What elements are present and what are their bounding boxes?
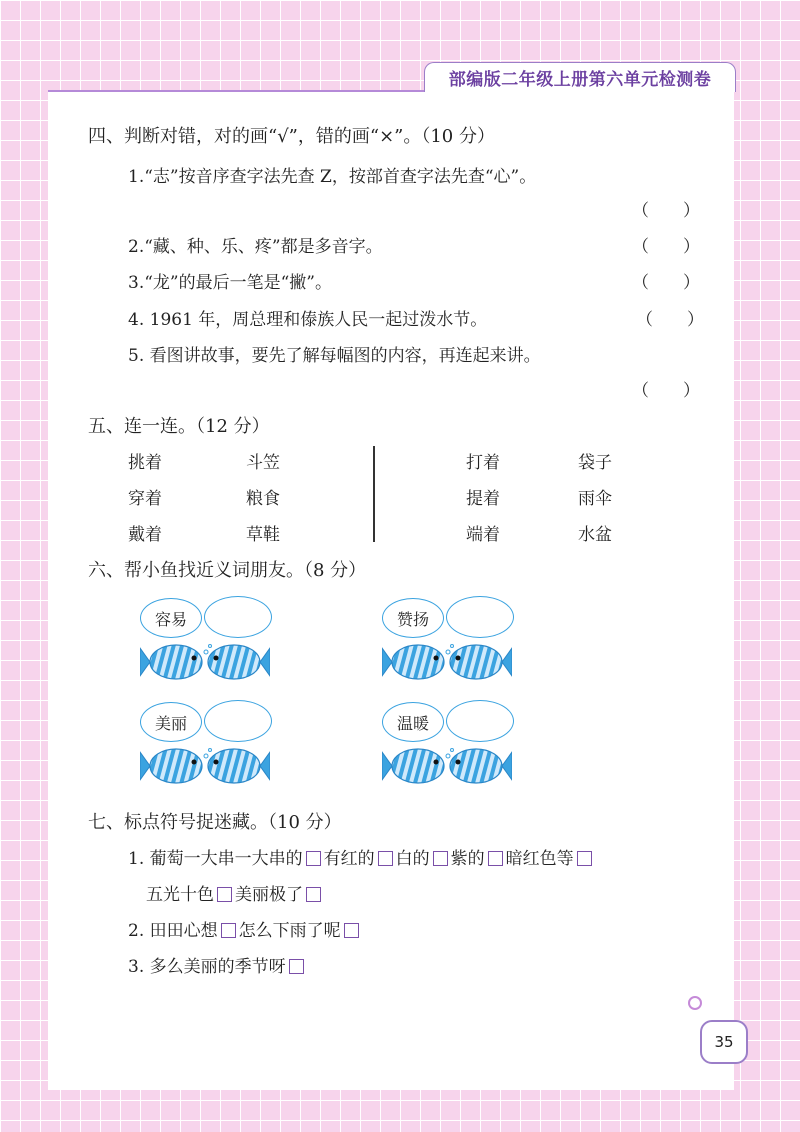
punct-box[interactable] [217, 887, 232, 902]
s7-text: 紫的 [450, 849, 485, 869]
s7-text: 五光十色 [146, 885, 214, 905]
match-word[interactable]: 端着 [466, 525, 500, 545]
match-word[interactable]: 草鞋 [246, 525, 280, 545]
page-number-deco [688, 996, 702, 1010]
punct-box[interactable] [488, 851, 503, 866]
word-bubble: 容易 [140, 598, 202, 638]
fish-group-2 [382, 598, 532, 708]
match-word[interactable]: 戴着 [128, 525, 162, 545]
match-word[interactable]: 挑着 [128, 453, 162, 473]
word-bubble: 美丽 [140, 702, 202, 742]
s4-item-2: 2.“藏、种、乐、疼”都是多音字。 [128, 237, 383, 257]
punct-box[interactable] [221, 923, 236, 938]
s7-line-1 [128, 844, 595, 869]
s4-answer-2[interactable]: （ ） [632, 237, 700, 257]
section7-title: 七、标点符号捉迷藏。（10 分） [88, 812, 342, 833]
s7-line-2 [146, 880, 324, 905]
fish-icon [140, 640, 270, 684]
answer-bubble[interactable] [446, 596, 514, 638]
answer-bubble[interactable] [204, 596, 272, 638]
s4-answer-5[interactable]: （ ） [632, 381, 700, 401]
match-word[interactable]: 提着 [466, 489, 500, 509]
punct-box[interactable] [378, 851, 393, 866]
match-word[interactable]: 斗笠 [246, 453, 280, 473]
punct-box[interactable] [344, 923, 359, 938]
word-bubble: 赞扬 [382, 598, 444, 638]
fish-group-1 [140, 598, 290, 708]
s7-text: 暗红色等 [505, 849, 574, 869]
s7-text: 怎么下雨了呢 [238, 921, 341, 941]
match-divider [373, 446, 375, 542]
s7-text: 1. 葡萄一大串一大串的 [128, 849, 303, 869]
s4-answer-1[interactable]: （ ） [632, 201, 700, 221]
punct-box[interactable] [306, 887, 321, 902]
fish-group-3 [140, 702, 290, 812]
s7-line-4 [128, 952, 307, 977]
punct-box[interactable] [306, 851, 321, 866]
fish-group-4 [382, 702, 532, 812]
s7-text: 美丽极了 [235, 885, 303, 905]
section5-title: 五、连一连。（12 分） [88, 416, 270, 437]
s4-answer-4[interactable]: （ ） [636, 310, 704, 330]
match-word[interactable]: 粮食 [246, 489, 280, 509]
section6-title: 六、帮小鱼找近义词朋友。（8 分） [88, 560, 367, 581]
s4-item-1: 1.“志”按音序查字法先查 Z，按部首查字法先查“心”。 [128, 167, 537, 187]
s7-text: 3. 多么美丽的季节呀 [128, 957, 286, 977]
match-word[interactable]: 水盆 [578, 525, 612, 545]
s4-answer-3[interactable]: （ ） [632, 273, 700, 293]
s4-item-3: 3.“龙”的最后一笔是“撇”。 [128, 273, 332, 293]
header-title: 部编版二年级上册第六单元检测卷 [424, 62, 736, 92]
section4-title: 四、判断对错，对的画“√”，错的画“×”。（10 分） [88, 126, 495, 147]
fish-icon [140, 744, 270, 788]
match-word[interactable]: 穿着 [128, 489, 162, 509]
match-word[interactable]: 打着 [466, 453, 500, 473]
punct-box[interactable] [433, 851, 448, 866]
word-bubble: 温暖 [382, 702, 444, 742]
punct-box[interactable] [289, 959, 304, 974]
match-word[interactable]: 雨伞 [578, 489, 612, 509]
s4-item-5: 5. 看图讲故事，要先了解每幅图的内容，再连起来讲。 [128, 346, 541, 366]
match-word[interactable]: 袋子 [578, 453, 612, 473]
s4-item-4: 4. 1961 年，周总理和傣族人民一起过泼水节。 [128, 310, 488, 330]
punct-box[interactable] [577, 851, 592, 866]
answer-bubble[interactable] [446, 700, 514, 742]
answer-bubble[interactable] [204, 700, 272, 742]
page-number: 35 [700, 1020, 748, 1064]
fish-icon [382, 640, 512, 684]
s7-text: 白的 [395, 849, 430, 869]
fish-icon [382, 744, 512, 788]
s7-line-3 [128, 916, 362, 941]
s7-text: 有红的 [323, 849, 375, 869]
s7-text: 2. 田田心想 [128, 921, 218, 941]
